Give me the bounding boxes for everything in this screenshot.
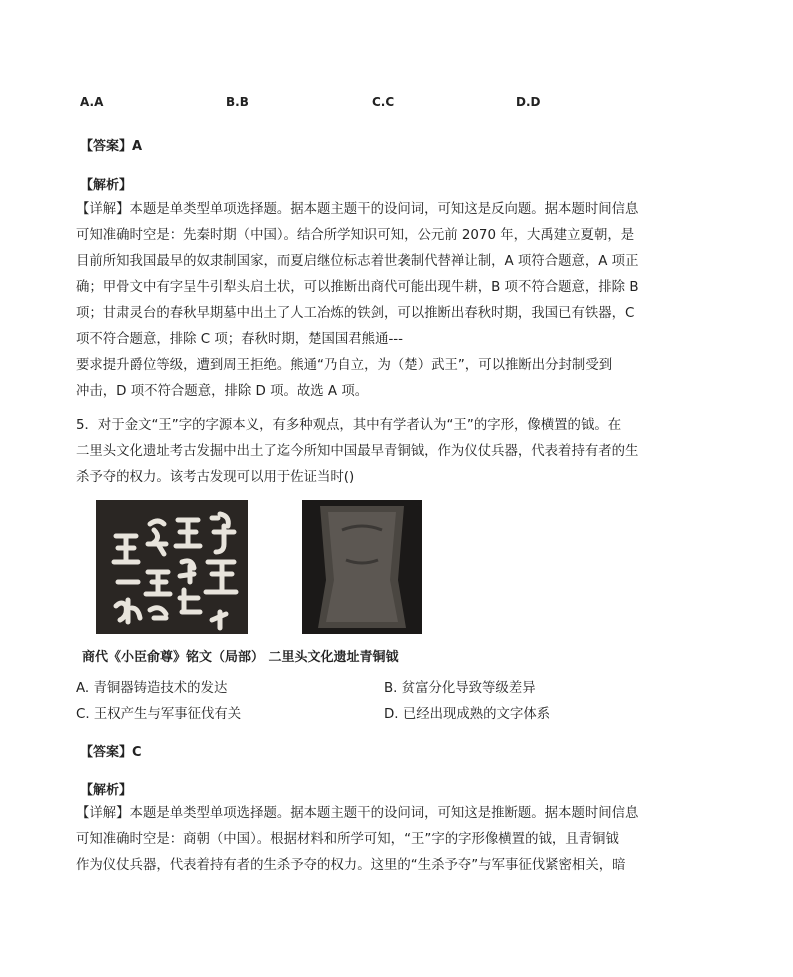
q4-line-7: 要求提升爵位等级，遭到周王拒绝。熊通“乃自立，为（楚）武王”，可以推断出分封制受到 [76, 358, 613, 373]
q5-choice-c[interactable]: C. 王权产生与军事征伐有关 [76, 707, 242, 722]
q4-options [80, 95, 720, 115]
q5-stem [76, 413, 676, 491]
q4-option-a[interactable]: A.A [80, 95, 104, 109]
q4-line-1: 【详解】本题是单类型单项选择题。据本题主题干的设问词，可知这是反向题。据本题时间信息 [76, 202, 639, 217]
q4-line-2: 可知准确时空是：先秦时期（中国）。结合所学知识可知，公元前 2070 年，大禹建立夏朝，是 [76, 228, 635, 243]
images-caption: 商代《小臣俞尊》铭文（局部） 二里头文化遗址青铜钺 [82, 650, 399, 665]
q4-answer: 【答案】A [80, 139, 143, 154]
q4-explanation [76, 197, 676, 405]
q5-analysis-heading: 【解析】 [80, 783, 133, 798]
q5-answer: 【答案】C [80, 745, 142, 760]
q5-line-3: 作为仪仗兵器，代表着持有者的生杀予夺的权力。这里的“生杀予夺”与军事征伐紧密相关，暗 [76, 858, 626, 873]
q4-line-5: 项；甘肃灵台的春秋早期墓中出土了人工冶炼的铁剑，可以推断出春秋时期，我国已有铁器，C [76, 306, 635, 321]
q4-line-6: 项不符合题意，排除 C 项；春秋时期，楚国国君熊通--- [76, 332, 403, 347]
bronze-yue-shape [302, 500, 422, 634]
q5-choice-a[interactable]: A. 青铜器铸造技术的发达 [76, 681, 228, 696]
q4-option-c[interactable]: C.C [372, 95, 395, 109]
q4-option-d[interactable]: D.D [516, 95, 541, 109]
q5-choice-d[interactable]: D. 已经出现成熟的文字体系 [384, 707, 551, 722]
q5-stem-line-2: 二里头文化遗址考古发掘中出土了迄今所知中国最早青铜钺，作为仪仗兵器，代表着持有者的生 [76, 444, 639, 459]
q5-choice-b[interactable]: B. 贫富分化导致等级差异 [384, 681, 536, 696]
q5-explanation [76, 801, 676, 879]
q4-analysis-heading: 【解析】 [80, 178, 133, 193]
q5-line-2: 可知准确时空是：商朝（中国）。根据材料和所学可知，“王”字的字形像横置的钺，且青铜钺 [76, 832, 619, 847]
inscription-rubbing-image [96, 500, 248, 634]
q5-stem-line-1: 5．对于金文“王”字的字源本义，有多种观点，其中有学者认为“王”的字形，像横置的钺。在 [76, 418, 622, 433]
q4-line-8: 冲击，D 项不符合题意，排除 D 项。故选 A 项。 [76, 384, 369, 399]
q5-stem-line-3: 杀予夺的权力。该考古发现可以用于佐证当时() [76, 470, 355, 485]
q4-option-b[interactable]: B.B [226, 95, 249, 109]
bronze-yue-image [302, 500, 422, 634]
inscription-glyphs [96, 500, 248, 634]
q5-line-1: 【详解】本题是单类型单项选择题。据本题主题干的设问词，可知这是推断题。据本题时间信息 [76, 806, 639, 821]
q4-line-4: 确；甲骨文中有字呈牛引犁头启土状，可以推断出商代可能出现牛耕，B 项不符合题意，排除 B [76, 280, 639, 295]
q4-line-3: 目前所知我国最早的奴隶制国家，而夏启继位标志着世袭制代替禅让制，A 项符合题意，A 项正 [76, 254, 639, 269]
